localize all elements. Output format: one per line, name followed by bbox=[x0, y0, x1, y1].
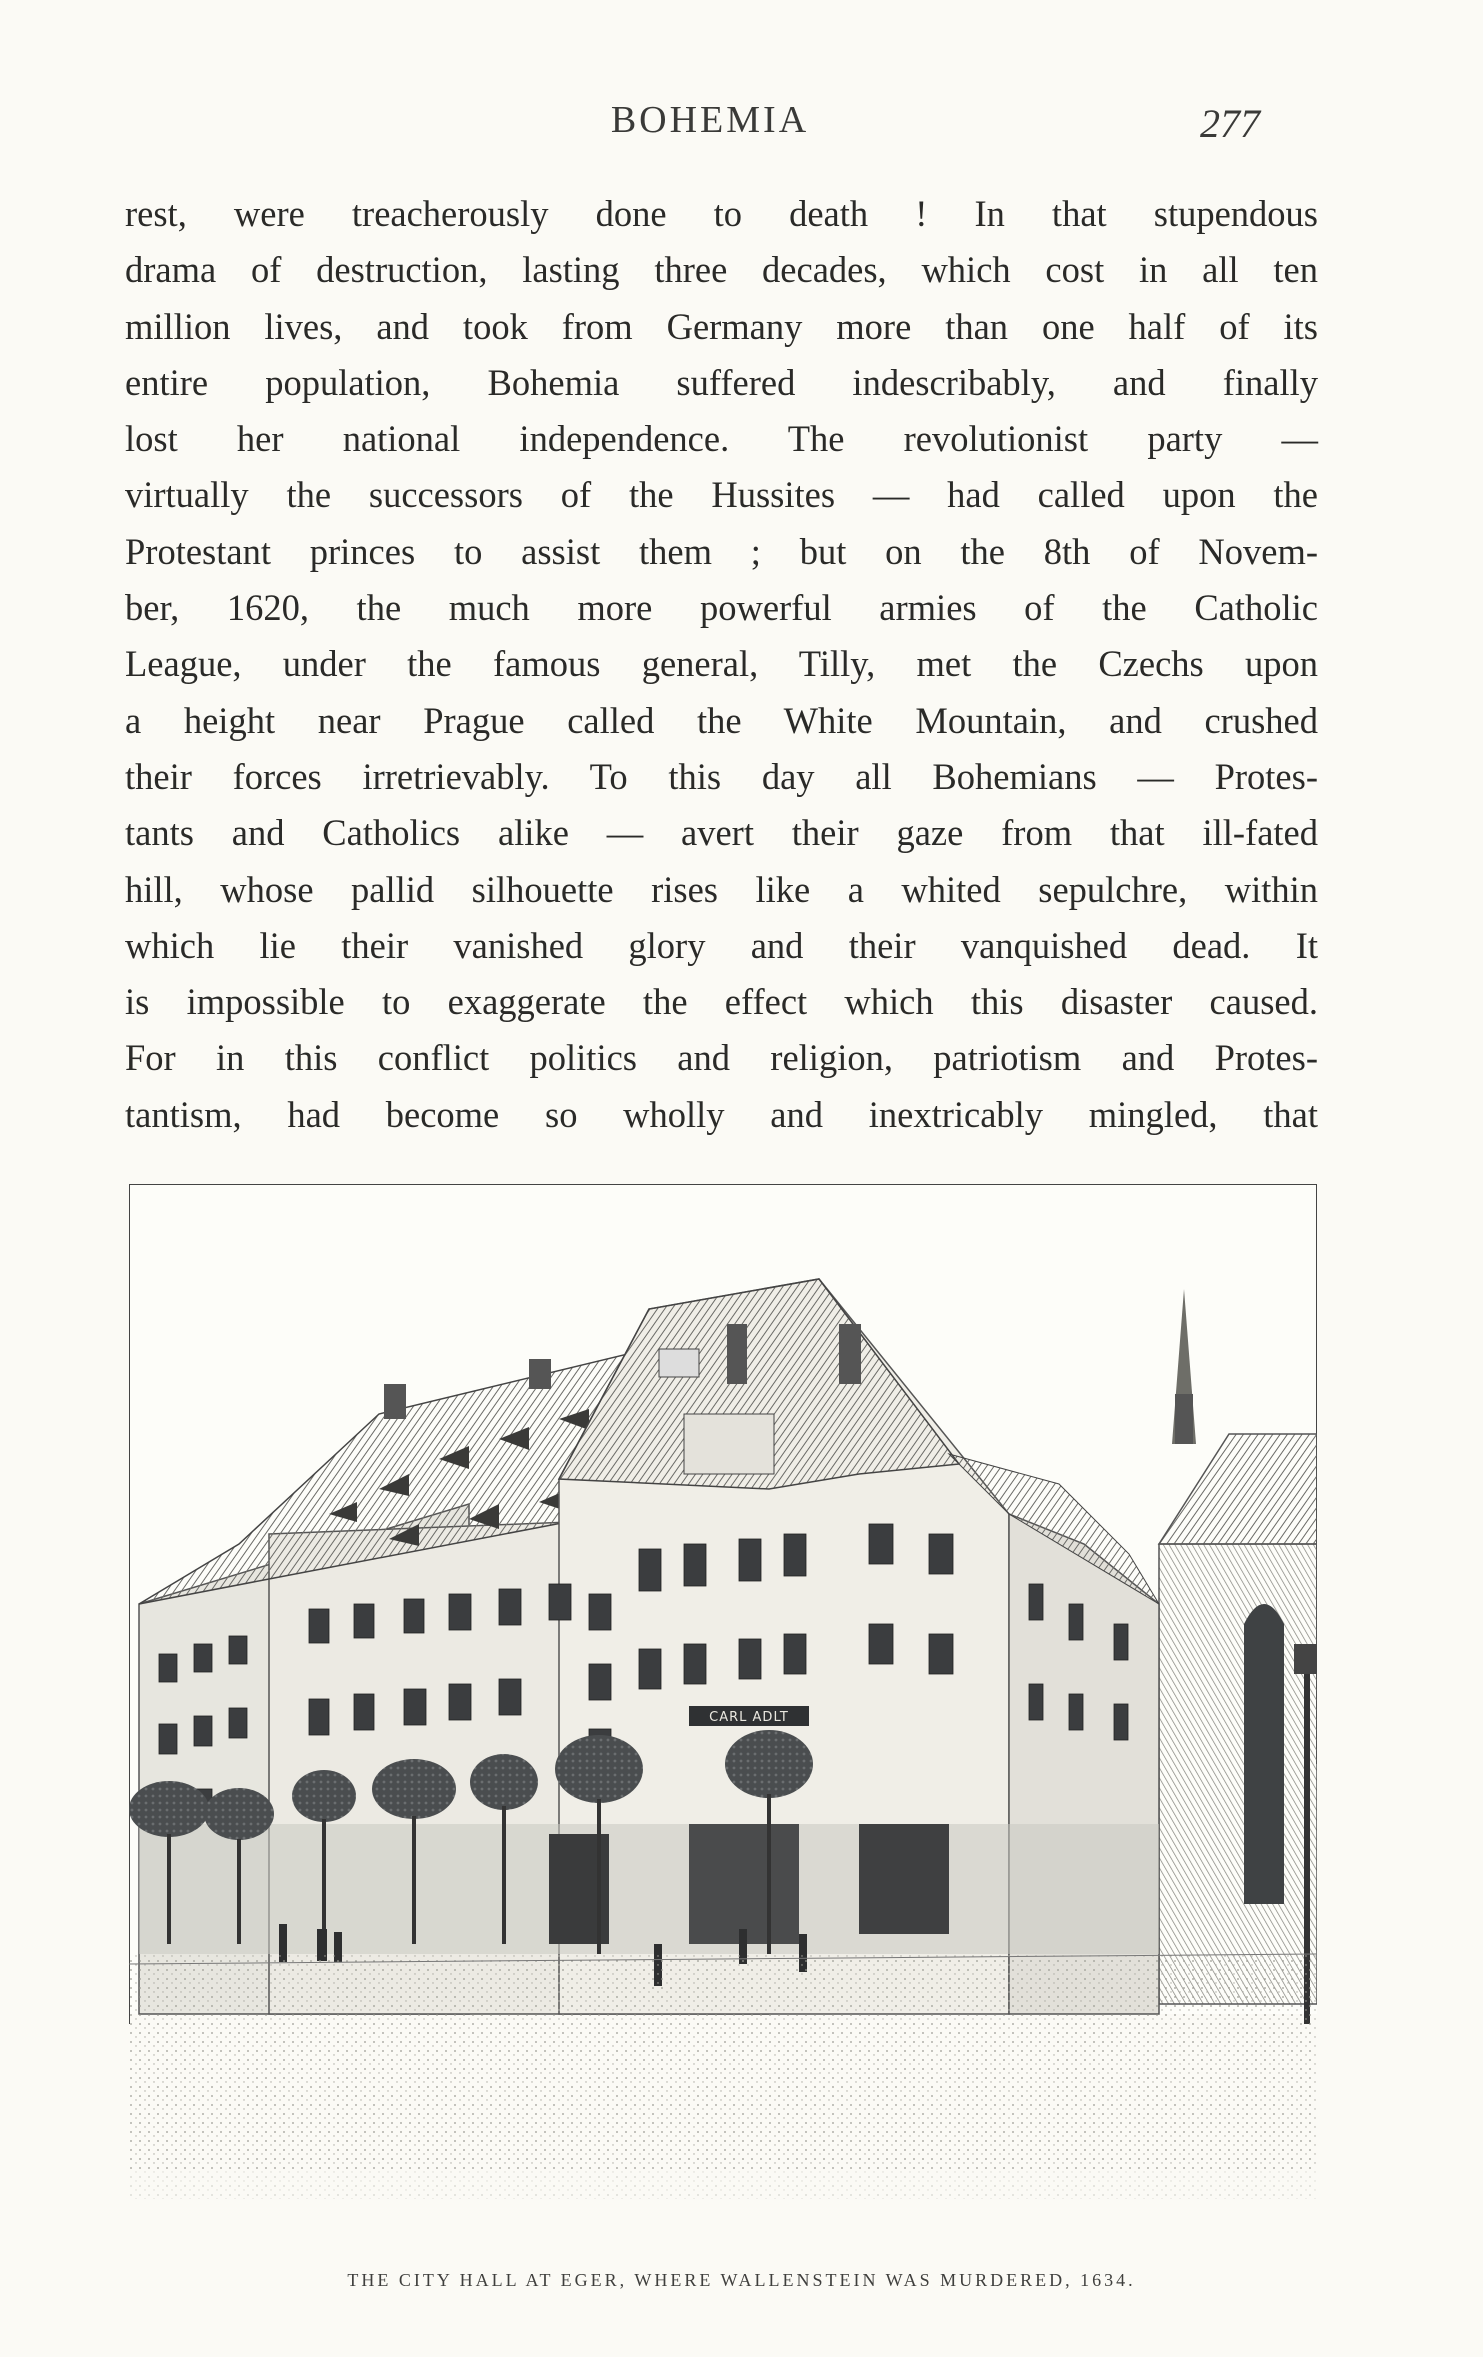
text-line: is impossible to exaggerate the effect which this disaster caused. bbox=[125, 981, 1318, 1023]
shop-sign: CARL ADLT bbox=[709, 1710, 789, 1725]
text-line: lost her national independence. The revolutionist party — bbox=[125, 418, 1318, 460]
text-line: tants and Catholics alike — avert their gaze from that ill-fated bbox=[125, 812, 1318, 854]
figure-caption: THE CITY HALL AT EGER, WHERE WALLENSTEIN WAS MURDERED, 1634. bbox=[347, 2270, 1136, 2290]
text-line: hill, whose pallid silhouette rises like a whited sepulchre, within bbox=[125, 868, 1318, 910]
page-number: 277 bbox=[1200, 101, 1260, 146]
text-line: million lives, and took from Germany more than one half of its bbox=[125, 305, 1318, 347]
city-hall-illustration bbox=[129, 1184, 1317, 2199]
text-line: entire population, Bohemia suffered indescribably, and finally bbox=[125, 361, 1318, 403]
city-hall-engraving bbox=[129, 1184, 1317, 2199]
body-text bbox=[125, 186, 1318, 1143]
running-title: BOHEMIA bbox=[610, 99, 810, 141]
text-line: For in this conflict politics and religion, patriotism and Protes- bbox=[125, 1037, 1318, 1079]
text-line: rest, were treacherously done to death ! In that stupendous bbox=[125, 193, 1318, 234]
text-line: tantism, had become so wholly and inextricably mingled, that bbox=[125, 1093, 1318, 1135]
text-line: drama of destruction, lasting three decades, which cost in all ten bbox=[125, 249, 1318, 291]
text-line: League, under the famous general, Tilly, met the Czechs upon bbox=[125, 643, 1318, 685]
text-line: Protestant princes to assist them ; but on the 8th of Novem- bbox=[125, 530, 1318, 572]
text-line: which lie their vanished glory and their vanquished dead. It bbox=[125, 924, 1318, 966]
text-line: their forces irretrievably. To this day all Bohemians — Protes- bbox=[125, 755, 1318, 797]
text-line: virtually the successors of the Hussites — had called upon the bbox=[125, 474, 1318, 516]
text-line: a height near Prague called the White Mountain, and crushed bbox=[125, 699, 1318, 741]
running-head bbox=[0, 98, 1483, 158]
text-line: ber, 1620, the much more powerful armies of the Catholic bbox=[125, 587, 1318, 629]
